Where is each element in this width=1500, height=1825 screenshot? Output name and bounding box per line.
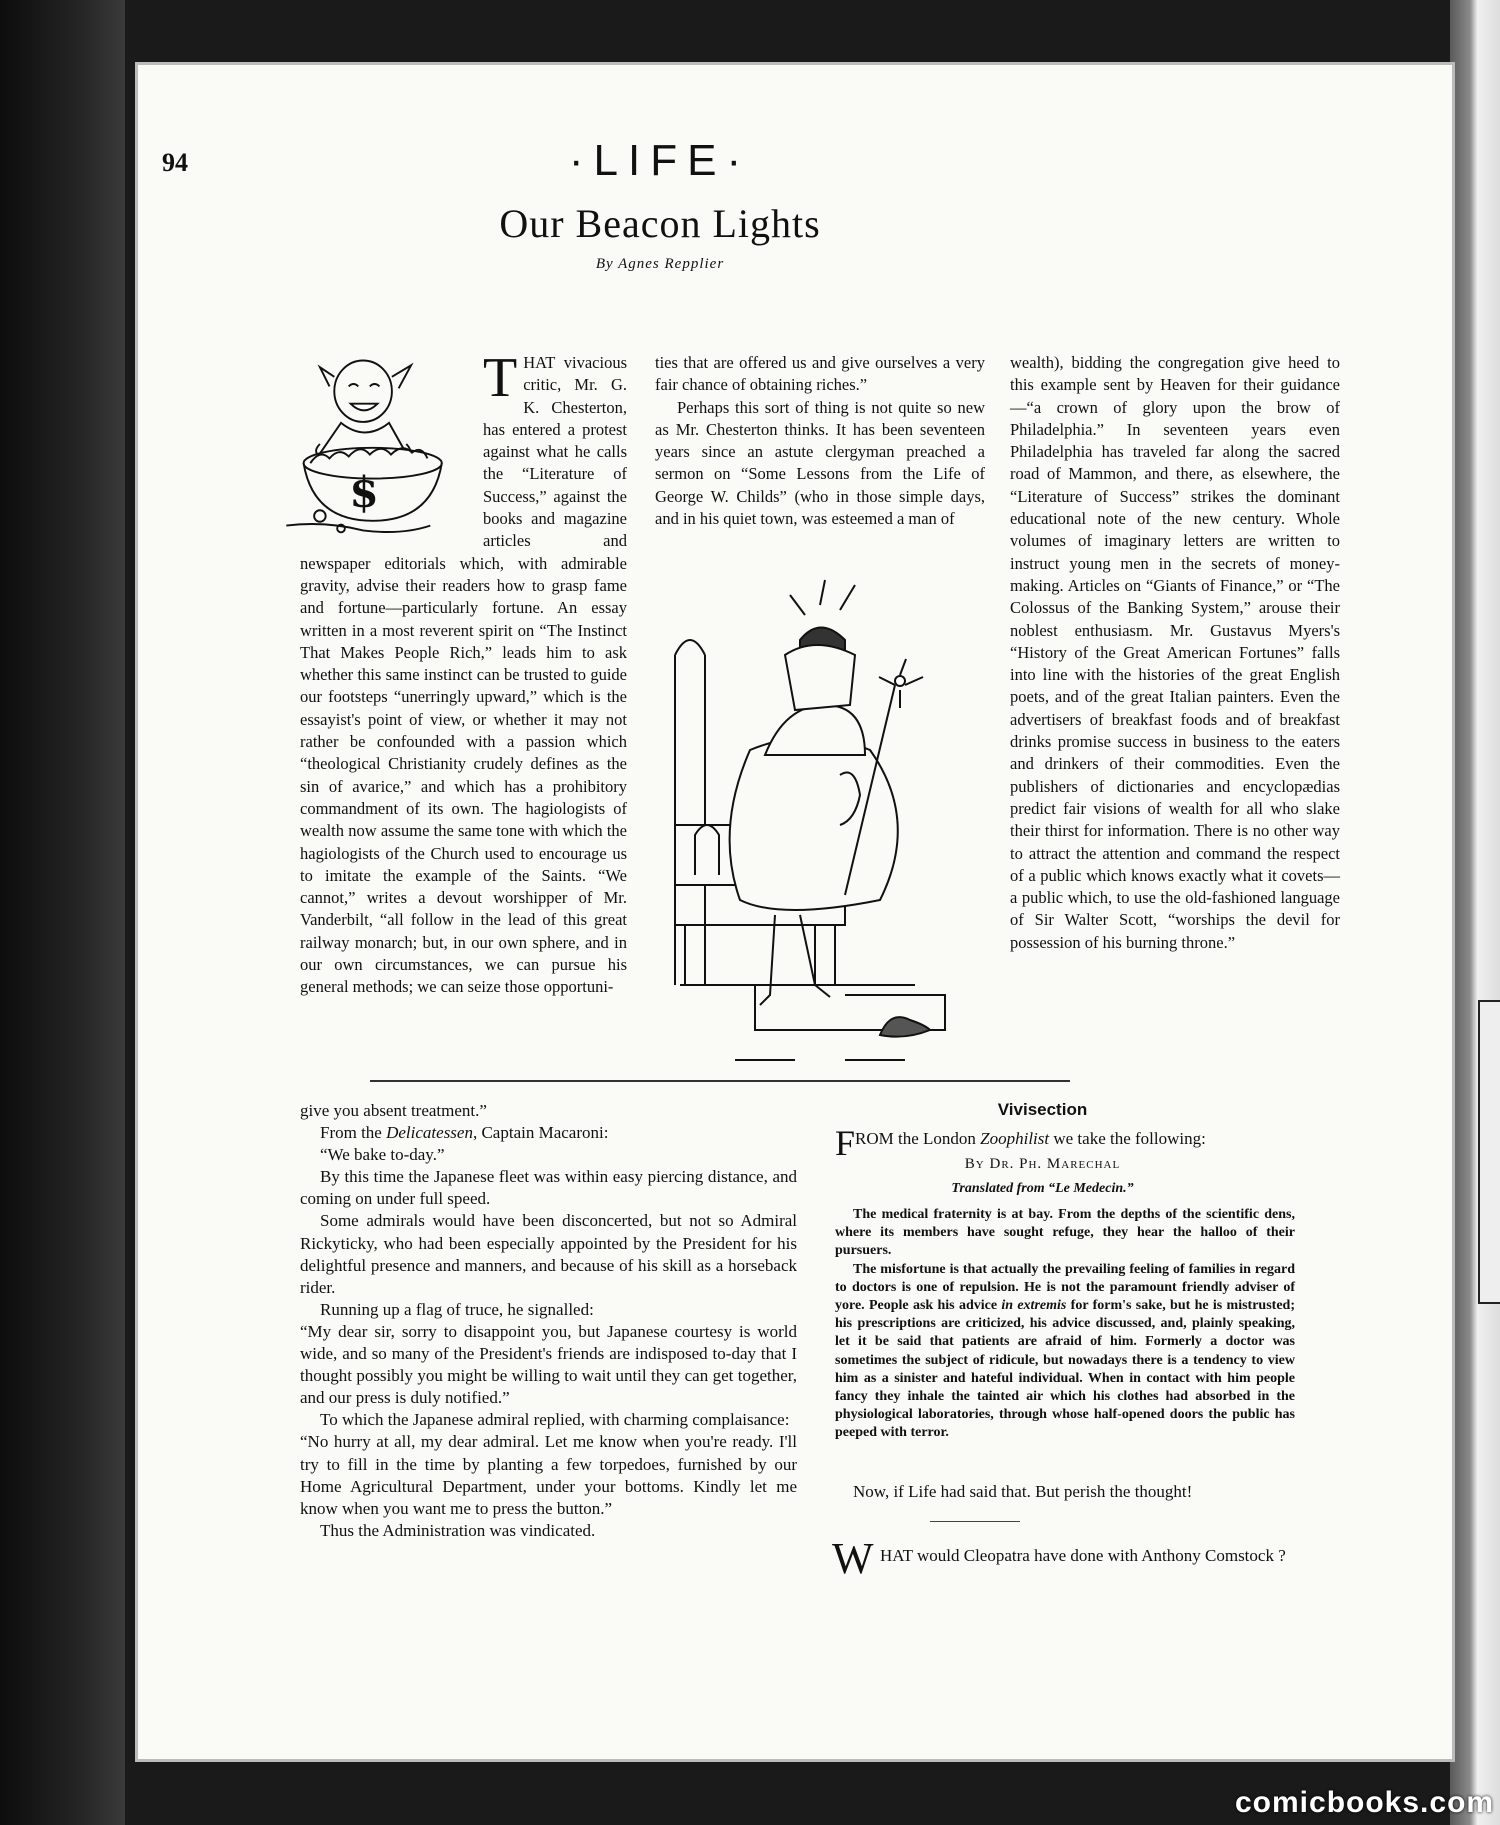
masthead: ·LIFE· xyxy=(568,136,752,185)
vivisection-body xyxy=(835,1206,1295,1443)
lower-p6: Running up a flag of truce, he signalled: xyxy=(320,1299,594,1319)
section-divider xyxy=(370,1080,1070,1082)
col2-paragraph-1: ties that are offered us and give ourselves a very fair chance of obtaining riches.” xyxy=(655,353,985,395)
lower-p2-italic: Delicatessen xyxy=(386,1123,473,1143)
col1-text: HAT vivacious critic, Mr. G. K. Chesterton, has entered a protest against what he calls the “Literature of Success,” against the books and magazine articles and newspaper editorials which, with admirable gravity, advise their readers how to grasp fame and fortune—particularly fortune. An essay written in a most reverent spirit on “The Instinct That Makes People Rich,” leads him to ask whether this same instinct can be trusted to guide our footsteps “unerringly upward,” which is the essayist's point of view, or whether it may not rather be confounded with a passion which “theological Christianity crudely defines as the sin of avarice,” and which has a prohibitory commandment of its own. The hagiologists of wealth now assume the same tone with which the hagiologists of the Church used to encourage us to imitate the example of the Saints. “We cannot,” writes a devout worshipper of Mr. Vanderbilt, “all follow in the lead of this great railway monarch; but, in our own sphere, and in our own circumstances, we can pursue his general methods; we can seize those opportuni- xyxy=(300,353,627,997)
article-byline: By Agnes Repplier xyxy=(595,256,725,272)
lower-p2-suffix: , Captain Macaroni: xyxy=(472,1123,609,1143)
vivisection-title: Vivisection xyxy=(997,1100,1088,1119)
lower-p4: By this time the Japanese fleet was within easy piercing distance, and coming on under full speed. xyxy=(300,1167,797,1209)
article-column-3 xyxy=(1010,352,1340,954)
vivisection-byline: By Dr. Ph. Marechal xyxy=(964,1156,1121,1172)
col2-paragraph-2: Perhaps this sort of thing is not quite so new as Mr. Chesterton thinks. It has been seventeen years since an astute clergyman preached a sermon on “Some Lessons from the Life of George W. Childs” (who in those simple days, and in his quiet town, was esteemed a man of xyxy=(655,397,985,529)
viv-intro-suffix: we take the following: xyxy=(1049,1129,1206,1148)
scan-shadow-left xyxy=(0,0,125,1825)
lower-p2-prefix: From the xyxy=(320,1123,387,1143)
article-title: Our Beacon Lights xyxy=(499,201,821,246)
vivisection-dropcap: F xyxy=(835,1123,856,1163)
viv-intro-prefix: ROM the London xyxy=(855,1129,981,1148)
viv-p2 xyxy=(835,1261,1295,1443)
dropcap-t: T xyxy=(483,347,518,409)
vivisection-translated: Translated from “Le Medecin.” xyxy=(951,1181,1134,1196)
money-bowl-illustration xyxy=(280,348,475,540)
col3-text: wealth), bidding the congregation give heed to this example sent by Heaven for their guidance—“a crown of glory upon the brow of Philadelphia.” In seventeen years even Philadelphia has traveled far along the sacred road of Mammon, and there, as elsewhere, the “Literature of Success” strikes the dominant educational note of the new century. Whole volumes of imaginary letters are written to instruct young men in the secrets of money-making. Articles on “Giants of Finance,” or “The Colossus of the Banking System,” arouse their noblest enthusiasm. Mr. Gustavus Myers's “History of the Great American Fortunes” falls into line with the histories of the great English poets, and of the great Italian painters. Even the advertisers of breakfast foods and of breakfast drinks promise success in business to the eaters and drinkers of their commodities. Even the publishers of dictionaries and encyclopædias predict fair visions of wealth for all who slake their thirst for information. There is no other way to attract the attention and command the respect of a public which knows exactly what it covets—a public which, to use the old-fashioned language of Sir Walter Scott, “worships the devil for possession of his burning throne.” xyxy=(1010,353,1340,952)
lower-p7: “My dear sir, sorry to disappoint you, but Japanese courtesy is world wide, and so many of the President's friends are indisposed to-day that I thought possibly you might be willing to wait until they can get together, and our press is duly notified.” xyxy=(300,1321,797,1408)
page-number: 94 xyxy=(162,148,188,177)
watermark: comicbooks.com xyxy=(1235,1786,1495,1819)
viv-p2-prefix: The misfortune is that actually the prevailing feeling of families in regard to doctors is one of repulsion. He is not the paramount friendly adviser of yore. People ask his advice xyxy=(835,1261,1295,1314)
lower-p3: “We bake to-day.” xyxy=(320,1145,445,1165)
vivisection-intro xyxy=(855,1128,1295,1150)
lower-p10: Thus the Administration was vindicated. xyxy=(320,1520,596,1540)
article-column-2 xyxy=(655,352,985,530)
lower-p9: “No hurry at all, my dear admiral. Let me know when you're ready. I'll try to fill in the time by planting a few torpedoes, furnished by our Home Agricultural Department, under your bottoms. Kindly let me know when you want me to press the button.” xyxy=(300,1432,797,1518)
lower-left-column xyxy=(300,1100,797,1542)
adjacent-page-fragment xyxy=(1478,1000,1500,1304)
throne-money-bag-illustration xyxy=(645,565,960,1070)
lower-p5: Some admirals would have been disconcerted, but not so Admiral Rickyticky, who had been especially appointed by the President for his delightful presence and manners, and because of his skill as a horseback rider. xyxy=(300,1211,797,1297)
lower-p2 xyxy=(300,1122,797,1144)
viv-p2-suffix: for form's sake, but he is mistrusted; his prescriptions are criticized, his advice discussed, and, plainly speaking, let it be said that patients are afraid of him. Formerly a doctor was sometimes the subject of ridicule, but nowadays there is a tendency to view him as a sinister and hateful individual. When in contact with him people fancy they inhale the tainted air which his clothes had absorbed in the physiological laboratories, through whose half-opened doors the public has peeped with terror. xyxy=(835,1298,1295,1441)
viv-intro-italic: Zoophilist xyxy=(980,1129,1050,1148)
cleopatra-text: HAT would Cleopatra have done with Anthony Comstock ? xyxy=(880,1546,1286,1565)
dollar-sign: $ xyxy=(349,466,379,517)
viv-p2-italic: in extremis xyxy=(1001,1298,1067,1314)
article-column-1 xyxy=(300,347,627,999)
cleopatra-dropcap: W xyxy=(832,1534,874,1583)
vivisection-closing: Now, if Life had said that. But perish the thought! xyxy=(853,1482,1193,1501)
viv-p1: The medical fraternity is at bay. From the depths of the scientific dens, where its members have sought refuge, they hear the halloo of their pursuers. xyxy=(835,1207,1295,1259)
lower-p1: give you absent treatment.” xyxy=(300,1101,487,1120)
scan-shadow-right xyxy=(1450,0,1500,1825)
short-divider xyxy=(930,1521,1020,1522)
lower-p8: To which the Japanese admiral replied, with charming complaisance: xyxy=(320,1410,790,1430)
